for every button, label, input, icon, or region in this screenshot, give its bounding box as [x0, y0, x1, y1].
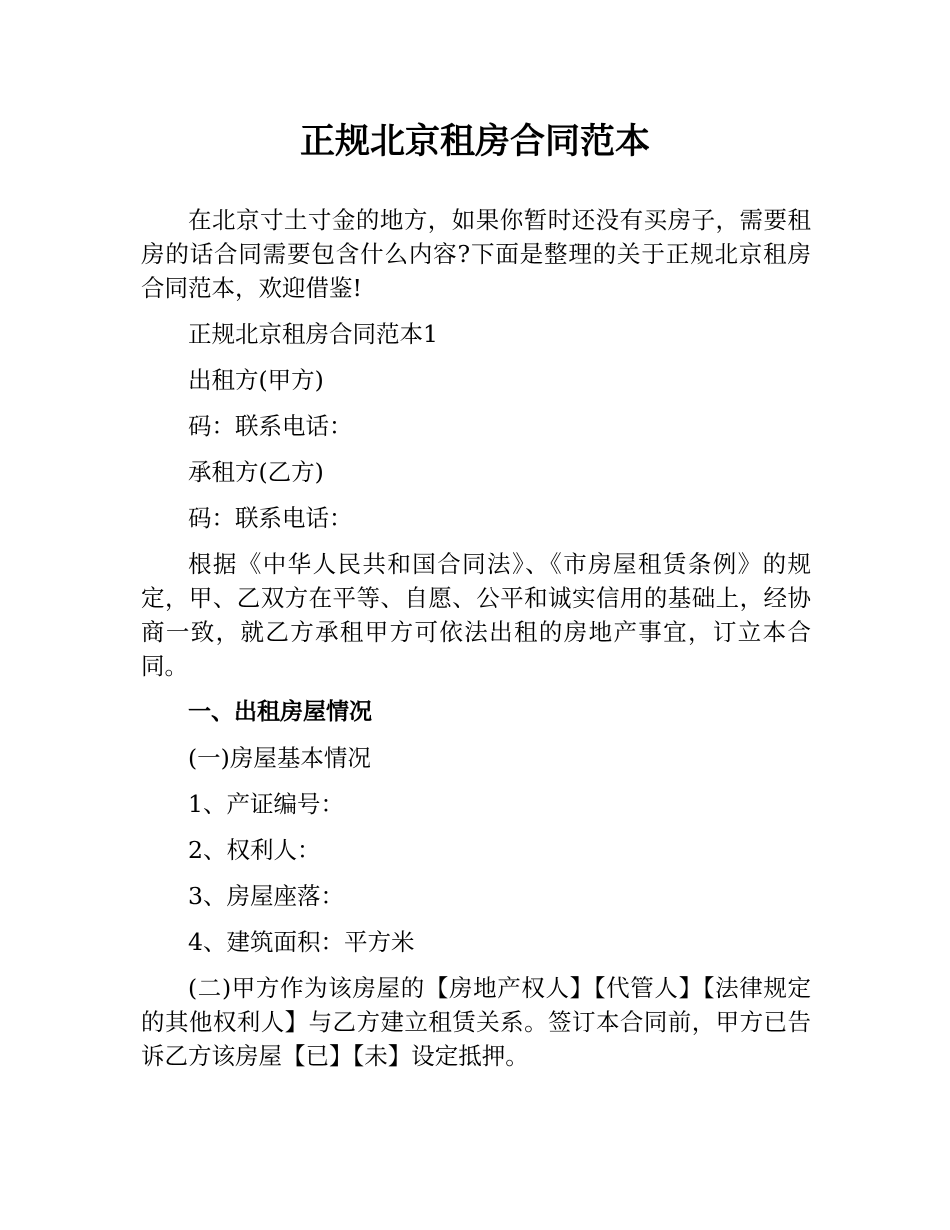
intro-paragraph: 在北京寸土寸金的地方，如果你暂时还没有买房子，需要租房的话合同需要包含什么内容?下面是整理的关于正规北京租房合同范本，欢迎借鉴!: [141, 206, 811, 302]
subsection-heading: (一)房屋基本情况: [188, 744, 371, 772]
document-title: 正规北京租房合同范本: [299, 122, 650, 162]
list-item: 3、房屋座落：: [188, 882, 344, 910]
lessor-label: 出租方(甲方): [188, 366, 324, 394]
legal-basis-paragraph: 根据《中华人民共和国合同法》、《市房屋租赁条例》的规定，甲、乙双方在平等、自愿、公平和诚实信用的基础上，经协商一致，就乙方承租甲方可依法出租的房地产事宜，订立本合同。: [141, 550, 811, 680]
lessor-contact: 码：联系电话：: [188, 412, 353, 440]
document-body: [141, 203, 811, 1073]
lessee-label: 承租方(乙方): [188, 458, 324, 486]
list-item: 1、产证编号：: [188, 790, 344, 818]
contract-subtitle: 正规北京租房合同范本1: [188, 320, 438, 348]
section-heading: 一、出租房屋情况: [188, 699, 372, 725]
lease-relationship-paragraph: (二)甲方作为该房屋的【房地产权人】【代管人】【法律规定的其他权利人】与乙方建立租赁关系。签订本合同前，甲方已告诉乙方该房屋【已】【未】设定抵押。: [141, 974, 811, 1070]
list-item: 4、建筑面积：平方米: [188, 928, 415, 956]
lessee-contact: 码：联系电话：: [188, 504, 353, 532]
list-item: 2、权利人：: [188, 836, 321, 864]
